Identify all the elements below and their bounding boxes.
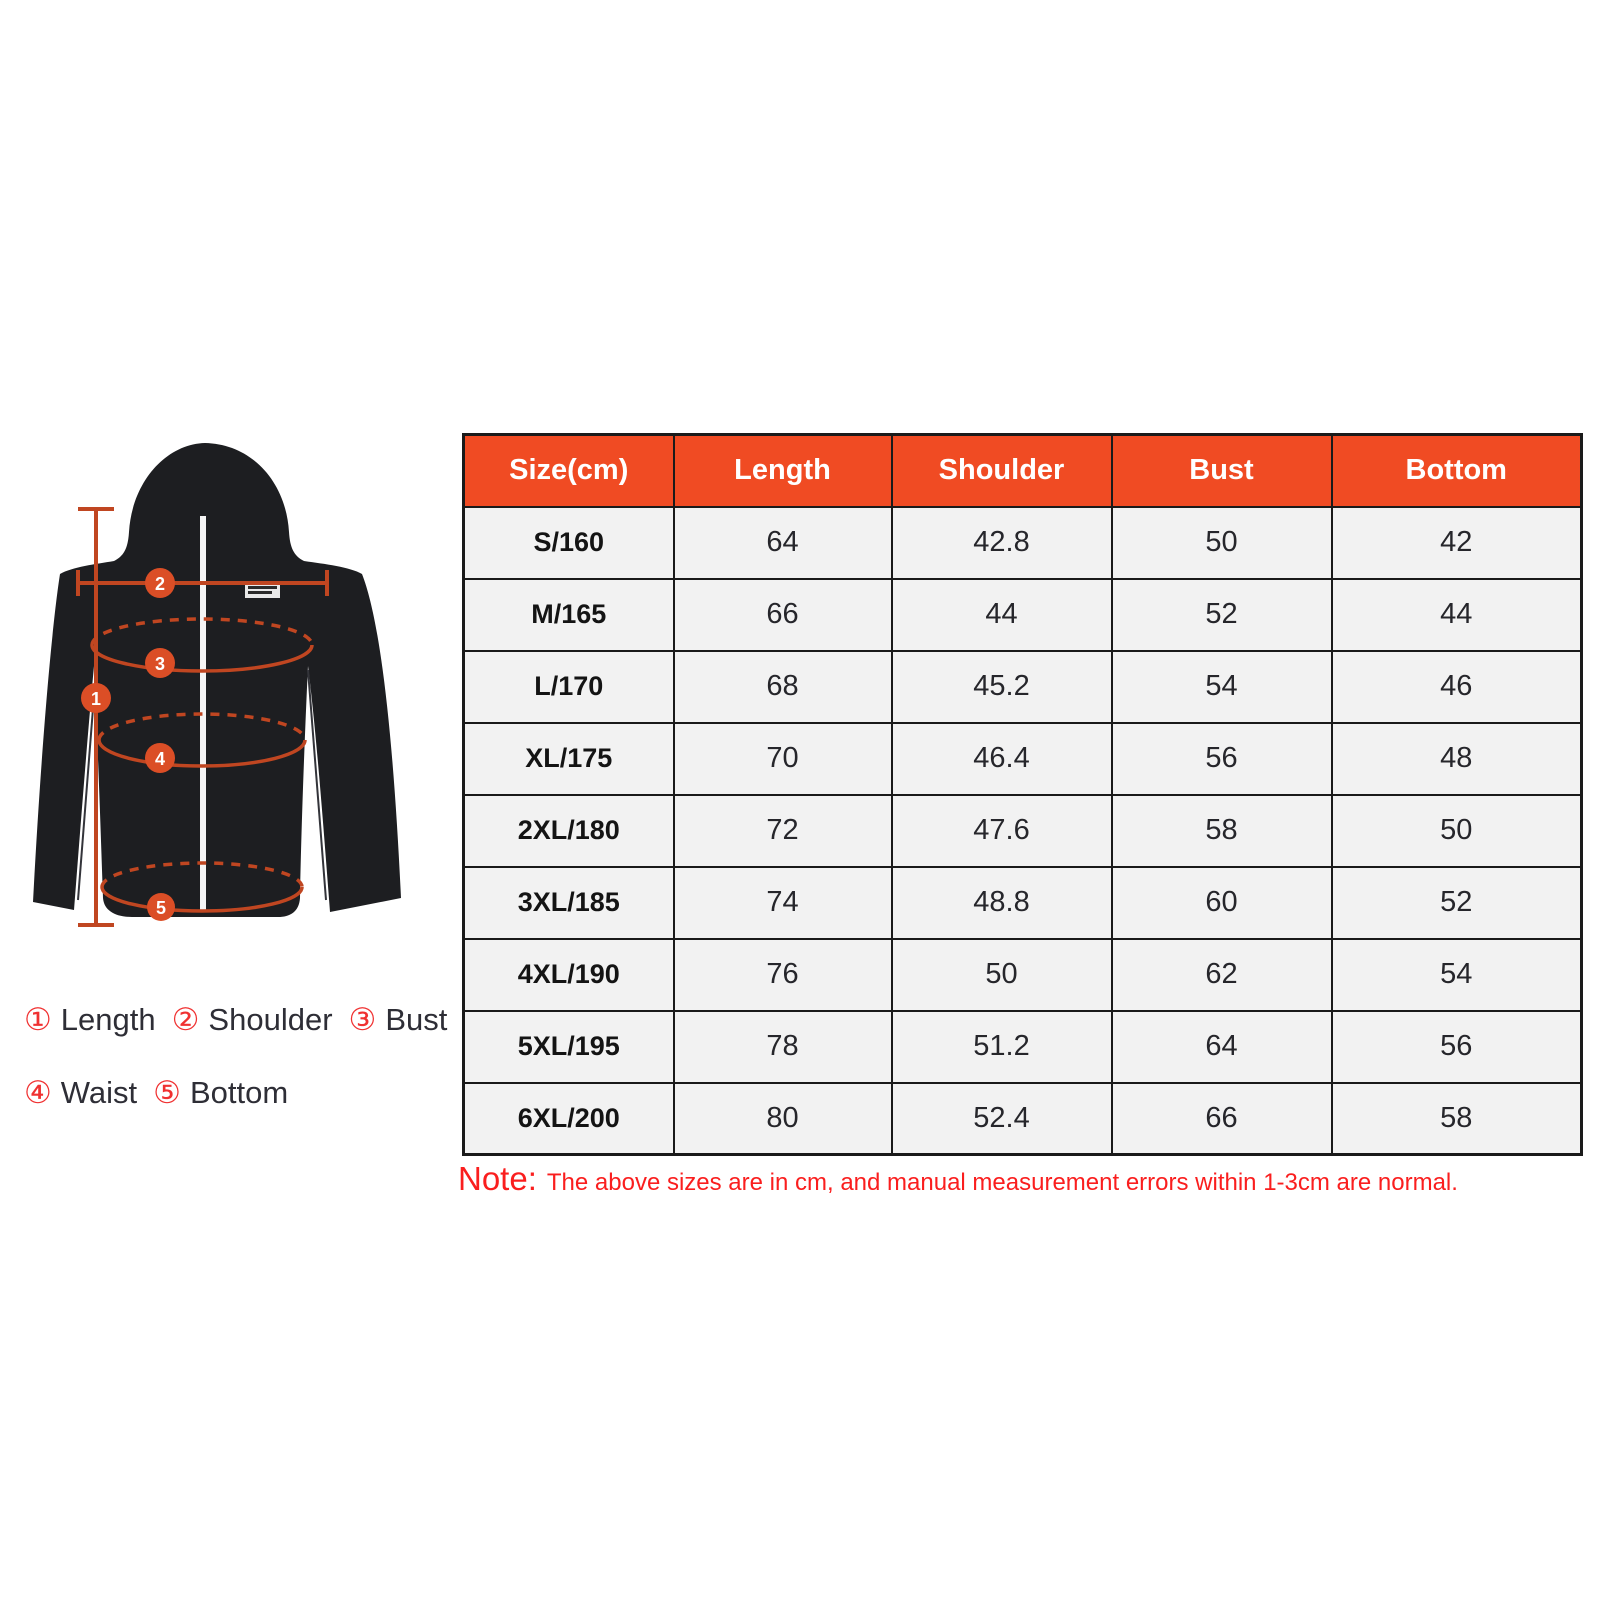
legend-label: Waist [60, 1075, 138, 1110]
table-row [464, 939, 1582, 1011]
column-header-length: Length [674, 435, 892, 507]
legend-number-icon: ④ [24, 1075, 52, 1110]
value-cell: 50 [892, 939, 1112, 1011]
table-row [464, 867, 1582, 939]
value-cell: 58 [1332, 1083, 1582, 1155]
value-cell: 48.8 [892, 867, 1112, 939]
logo-patch-text2 [248, 591, 272, 594]
size-cell: XL/175 [464, 723, 674, 795]
legend-number-icon: ② [171, 1002, 200, 1037]
table-row [464, 723, 1582, 795]
table-row [464, 579, 1582, 651]
legend-number-icon: ① [24, 1002, 52, 1037]
value-cell: 80 [674, 1083, 892, 1155]
legend-number-icon: ⑤ [153, 1075, 181, 1110]
value-cell: 52.4 [892, 1083, 1112, 1155]
value-cell: 52 [1332, 867, 1582, 939]
size-cell: 5XL/195 [464, 1011, 674, 1083]
value-cell: 54 [1332, 939, 1582, 1011]
value-cell: 50 [1332, 795, 1582, 867]
table-row [464, 795, 1582, 867]
size-cell: 6XL/200 [464, 1083, 674, 1155]
header-row [464, 435, 1582, 507]
size-cell: S/160 [464, 507, 674, 579]
jacket-measurement-diagram [20, 420, 440, 965]
value-cell: 70 [674, 723, 892, 795]
size-table [462, 433, 1583, 1156]
note-prefix: Note: [458, 1160, 537, 1197]
value-cell: 66 [674, 579, 892, 651]
legend-label: Shoulder [208, 1002, 333, 1037]
size-table-header [464, 435, 1582, 507]
value-cell: 44 [1332, 579, 1582, 651]
svg-text:3: 3 [154, 654, 166, 674]
value-cell: 64 [674, 507, 892, 579]
value-cell: 62 [1112, 939, 1332, 1011]
svg-text:1: 1 [90, 689, 102, 709]
svg-text:4: 4 [154, 749, 166, 769]
size-cell: 3XL/185 [464, 867, 674, 939]
value-cell: 46.4 [892, 723, 1112, 795]
legend-number-icon: ③ [348, 1002, 377, 1037]
value-cell: 76 [674, 939, 892, 1011]
legend-label: Length [60, 1002, 156, 1037]
marker-3 [145, 648, 175, 678]
marker-5 [147, 893, 175, 921]
value-cell: 51.2 [892, 1011, 1112, 1083]
svg-text:5: 5 [155, 898, 167, 918]
legend-label: Bust [385, 1002, 448, 1037]
value-cell: 50 [1112, 507, 1332, 579]
value-cell: 47.6 [892, 795, 1112, 867]
marker-2 [145, 568, 175, 598]
value-cell: 45.2 [892, 651, 1112, 723]
svg-text:2: 2 [154, 574, 166, 594]
column-header-bust: Bust [1112, 435, 1332, 507]
value-cell: 56 [1112, 723, 1332, 795]
value-cell: 52 [1112, 579, 1332, 651]
legend-label: Bottom [189, 1075, 289, 1110]
marker-4 [145, 743, 175, 773]
note-text: The above sizes are in cm, and manual measurement errors within 1-3cm are normal. [546, 1169, 1458, 1196]
value-cell: 64 [1112, 1011, 1332, 1083]
value-cell: 58 [1112, 795, 1332, 867]
table-row [464, 1083, 1582, 1155]
note-line [458, 1160, 1578, 1198]
table-row [464, 1011, 1582, 1083]
value-cell: 72 [674, 795, 892, 867]
value-cell: 66 [1112, 1083, 1332, 1155]
value-cell: 44 [892, 579, 1112, 651]
size-cell: M/165 [464, 579, 674, 651]
jacket-silhouette [33, 443, 401, 917]
value-cell: 48 [1332, 723, 1582, 795]
value-cell: 42.8 [892, 507, 1112, 579]
marker-1 [81, 683, 111, 713]
size-table-body [464, 507, 1582, 1155]
legend-line-2 [24, 1075, 444, 1111]
legend-line-1 [24, 1002, 448, 1038]
value-cell: 68 [674, 651, 892, 723]
table-row [464, 507, 1582, 579]
column-header-bottom: Bottom [1332, 435, 1582, 507]
value-cell: 60 [1112, 867, 1332, 939]
logo-patch [245, 583, 280, 598]
value-cell: 54 [1112, 651, 1332, 723]
column-header-shoulder: Shoulder [892, 435, 1112, 507]
value-cell: 42 [1332, 507, 1582, 579]
value-cell: 46 [1332, 651, 1582, 723]
logo-patch-text [248, 586, 277, 589]
value-cell: 74 [674, 867, 892, 939]
size-cell: 4XL/190 [464, 939, 674, 1011]
column-header-sizecm: Size(cm) [464, 435, 674, 507]
value-cell: 78 [674, 1011, 892, 1083]
value-cell: 56 [1332, 1011, 1582, 1083]
size-cell: 2XL/180 [464, 795, 674, 867]
size-cell: L/170 [464, 651, 674, 723]
measure-legend [24, 1002, 448, 1148]
table-row [464, 651, 1582, 723]
